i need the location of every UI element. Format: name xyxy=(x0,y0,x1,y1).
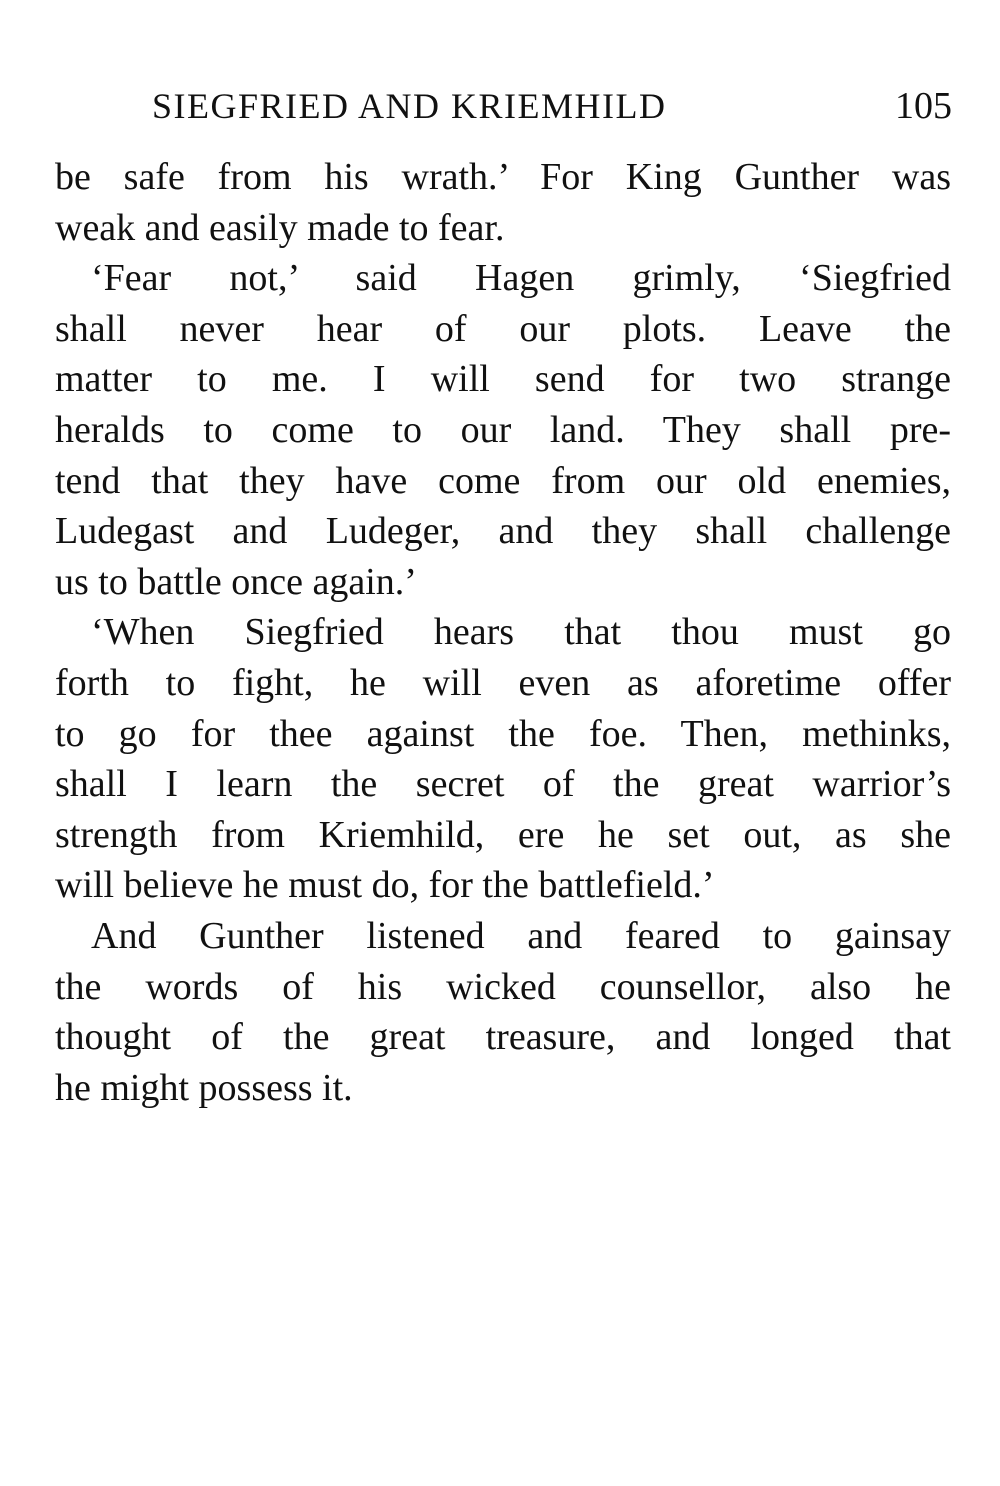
text-line: the words of his wicked counsellor, also he xyxy=(55,965,951,1008)
text-line: heralds to come to our land. They shall pre- xyxy=(55,408,951,451)
body-text xyxy=(55,152,951,1113)
text-line: forth to fight, he will even as aforetime offer xyxy=(55,661,951,704)
text-line: weak and easily made to fear. xyxy=(55,206,505,249)
text-line: will believe he must do, for the battlefield.’ xyxy=(55,864,715,907)
paragraph xyxy=(55,152,951,253)
text-line: strength from Kriemhild, ere he set out, as she xyxy=(55,813,951,856)
text-line: be safe from his wrath.’ For King Gunther was xyxy=(55,156,951,198)
paragraph xyxy=(55,607,951,911)
text-line: Ludegast and Ludeger, and they shall challenge xyxy=(55,510,951,553)
paragraph xyxy=(55,253,951,607)
text-line: tend that they have come from our old enemies, xyxy=(55,459,951,502)
paragraph xyxy=(55,911,951,1113)
text-line: matter to me. I will send for two strange xyxy=(55,358,951,401)
running-head xyxy=(152,84,952,136)
text-line: ‘Fear not,’ said Hagen grimly, ‘Siegfried xyxy=(91,257,951,300)
text-line: And Gunther listened and feared to gainsay xyxy=(91,914,951,957)
text-line: us to battle once again.’ xyxy=(55,560,417,603)
text-line: shall I learn the secret of the great warrior’s xyxy=(55,763,951,806)
page-number: 105 xyxy=(895,85,952,127)
text-line: he might possess it. xyxy=(55,1066,353,1109)
text-line: thought of the great treasure, and longed that xyxy=(55,1016,951,1059)
text-line: shall never hear of our plots. Leave the xyxy=(55,307,951,350)
text-line: ‘When Siegfried hears that thou must go xyxy=(91,611,951,654)
chapter-title: SIEGFRIED AND KRIEMHILD xyxy=(152,86,667,126)
text-line: to go for thee against the foe. Then, methinks, xyxy=(55,712,951,755)
